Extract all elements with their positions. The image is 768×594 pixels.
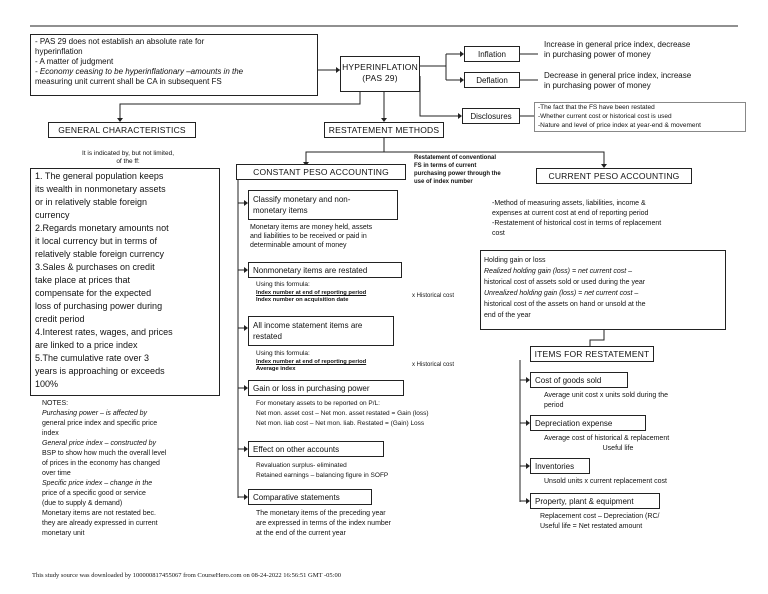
gain-loss-box (248, 380, 404, 396)
classify-label-2: monetary items (253, 206, 308, 215)
comparative-label: Comparative statements (253, 493, 340, 502)
restatement-methods-title: RESTATEMENT METHODS (328, 125, 440, 135)
notes-line: index (42, 430, 59, 437)
gc-line: 4.Interest rates, wages, and prices (35, 327, 173, 337)
connector-disclosures (420, 76, 458, 116)
current-peso-desc-1: -Method of measuring assets, liabilities, income & (492, 200, 646, 207)
gc-line: 3.Sales & purchases on credit (35, 262, 155, 272)
hyperinflation-title: HYPERINFLATION (342, 62, 418, 72)
income-label-1: All income statement items are (253, 321, 363, 330)
deflation-desc-1: Decrease in general price index, increase (544, 71, 692, 80)
comparative-desc-3: at the end of the current year (256, 530, 346, 537)
gc-line: years is approaching or exceeds (35, 366, 165, 376)
current-peso-box (536, 168, 692, 184)
restatement-note-4: use of index number (414, 179, 473, 185)
ppe-box (530, 493, 660, 509)
holding-title: Holding gain or loss (484, 257, 546, 264)
gain-loss-desc-2: Net mon. asset cost – Net mon. asset restated = Gain (loss) (256, 410, 429, 417)
notes-line: General price index – constructed by (42, 440, 157, 447)
income-formula (256, 359, 366, 373)
notes-title: NOTES: (42, 400, 69, 407)
nonmonetary-multiplier: x Historical cost (412, 293, 455, 299)
ppe-label: Property, plant & equipment (535, 497, 634, 506)
restatement-note-3: purchasing power through the (414, 171, 501, 177)
general-characteristics-title: GENERAL CHARACTERISTICS (58, 125, 186, 135)
notes-line: Specific price index – change in the (42, 480, 153, 487)
deflation-box (464, 72, 520, 88)
disclosure-item-3: -Nature and level of price index at year-end & movement (538, 122, 701, 129)
footer-source: This study source was downloaded by 100000817455067 from CourseHero.com on 08-24-2022 16:56:51 GMT -05:00 (32, 572, 341, 579)
restatement-note-2: FS in terms of current (414, 163, 477, 169)
inventories-desc-1: Unsold units x current replacement cost (544, 478, 667, 485)
gc-line: currency (35, 210, 70, 220)
income-label-2: restated (253, 332, 282, 341)
classify-desc-2: and liabilities to be received or paid in (250, 233, 367, 240)
current-peso-title: CURRENT PESO ACCOUNTING (548, 171, 680, 181)
depreciation-desc-2: Useful life (602, 445, 634, 452)
intro-line-4: - Economy ceasing to be hyperinflationary –amounts in the (35, 67, 244, 76)
items-for-restatement-title: ITEMS FOR RESTATEMENT (534, 349, 650, 359)
gc-line: are linked to a price index (35, 340, 138, 350)
ppe-desc-1: Replacement cost – Depreciation (RC/ (540, 513, 660, 520)
gc-line: 5.The cumulative rate over 3 (35, 353, 150, 363)
holding-line: Unrealized holding gain (loss) = net current cost – (484, 290, 639, 297)
current-peso-desc-2: expenses at current cost at end of reporting period (492, 210, 649, 217)
effect-box (248, 441, 384, 457)
income-box (248, 316, 394, 346)
effect-desc-2: Retained earnings – balancing figure in SOFP (256, 472, 389, 479)
connector-general (120, 92, 360, 120)
cogs-desc-1: Average unit cost x units sold during the (544, 392, 669, 399)
gc-line: or in relatively stable foreign (35, 197, 148, 207)
depreciation-desc-1: Average cost of historical & replacement (544, 435, 670, 442)
gc-line: it local currency but in terms of (35, 236, 158, 246)
gc-line: 2.Regards monetary amounts not (35, 223, 169, 233)
notes-line: price of a specific good or service (42, 490, 146, 497)
holding-line: historical cost of assets sold or used during the year (484, 279, 646, 286)
intro-notes-box (30, 34, 318, 96)
inflation-desc-1: Increase in general price index, decrease (544, 40, 691, 49)
general-intro-2: of the ff: (116, 158, 140, 165)
notes-line: monetary unit (42, 530, 85, 537)
inventories-label: Inventories (535, 462, 575, 471)
gain-loss-desc-1: For monetary assets to be reported on P/L: (256, 400, 380, 407)
ppe-desc-2: Useful life = Net restated amount (540, 523, 643, 530)
notes-line: of prices in the economy has changed (42, 460, 160, 467)
classify-label-1: Classify monetary and non- (253, 195, 351, 204)
nonmonetary-box (248, 262, 402, 278)
notes-line: Purchasing power – is affected by (42, 410, 148, 417)
classify-desc-3: determinable amount of money (250, 242, 347, 249)
hyperinflation-subtitle: (PAS 29) (362, 73, 398, 83)
nonmonetary-numerator: Index number at end of reporting period (256, 290, 367, 296)
gc-line: credit period (35, 314, 85, 324)
comparative-desc-1: The monetary items of the preceding year (256, 510, 386, 517)
holding-line: end of the year (484, 312, 531, 319)
gc-line: loss of purchasing power during (35, 301, 163, 311)
disclosures-label: Disclosures (470, 112, 512, 121)
income-denominator: Average index (256, 366, 296, 372)
inflation-desc-2: in purchasing power of money (544, 50, 651, 59)
cogs-box (530, 372, 628, 388)
nonmonetary-label: Nonmonetary items are restated (253, 266, 368, 275)
intro-line-5: measuring unit current shall be CA in subsequent FS (35, 77, 222, 86)
disclosure-item-2: -Whether current cost or historical cost is used (538, 113, 672, 120)
deflation-desc-2: in purchasing power of money (544, 81, 651, 90)
intro-line-3: - A matter of judgment (35, 57, 114, 66)
holding-line: Realized holding gain (loss) = net current cost – (484, 268, 633, 275)
gc-line: take place at prices that (35, 275, 131, 285)
classify-box (248, 190, 398, 220)
cogs-label: Cost of goods sold (535, 376, 602, 385)
deflation-label: Deflation (476, 76, 508, 85)
inflation-label: Inflation (477, 50, 507, 59)
notes-line: over time (42, 470, 71, 477)
holding-line: historical cost of the assets on hand or unsold at the (484, 301, 646, 308)
intro-line-2: hyperinflation (35, 47, 83, 56)
comparative-desc-2: are expressed in terms of the index number (256, 520, 392, 527)
effect-label: Effect on other accounts (253, 445, 340, 454)
general-intro-1: It is indicated by, but not limited, (81, 150, 174, 157)
gc-line: its wealth in nonmonetary assets (35, 184, 166, 194)
items-for-restatement-box (530, 346, 654, 362)
inflation-box (464, 46, 520, 62)
constant-peso-box (236, 164, 406, 180)
income-multiplier: x Historical cost (412, 362, 455, 368)
gc-line: 1. The general population keeps (35, 171, 164, 181)
connector-constant (306, 136, 384, 164)
notes-line: Monetary items are not restated bec. (42, 510, 156, 517)
holding-gain-box (480, 250, 726, 330)
income-formula-intro: Using this formula: (256, 350, 310, 357)
general-characteristics-list (30, 168, 220, 396)
gc-line: 100% (35, 379, 59, 389)
constant-peso-title: CONSTANT PESO ACCOUNTING (253, 167, 389, 177)
gc-line: compensate for the expected (35, 288, 152, 298)
comparative-box (248, 489, 372, 505)
notes-line: BSP to show how much the overall level (42, 450, 167, 457)
notes-line: (due to supply & demand) (42, 500, 123, 507)
current-peso-desc-4: cost (492, 230, 505, 237)
notes-line: they are already expressed in current (42, 520, 158, 527)
current-peso-desc-3: -Restatement of historical cost in terms of replacement (492, 220, 662, 227)
gain-loss-label: Gain or loss in purchasing power (253, 384, 370, 393)
effect-desc-1: Revaluation surplus- eliminated (256, 462, 347, 469)
disclosures-items-box (534, 102, 746, 132)
income-numerator: Index number at end of reporting period (256, 359, 367, 365)
hyperinflation-box (340, 56, 420, 92)
disclosures-box (462, 108, 520, 124)
gc-line: relatively stable foreign currency (35, 249, 165, 259)
cogs-desc-2: period (544, 402, 564, 409)
restatement-methods-box (324, 122, 444, 138)
general-characteristics-box (48, 122, 196, 138)
notes-line: general price index and specific price (42, 420, 158, 427)
nonmonetary-formula-intro: Using this formula: (256, 281, 310, 288)
intro-line-1: - PAS 29 does not establish an absolute rate for (35, 37, 205, 46)
classify-desc-1: Monetary items are money held, assets (250, 224, 373, 231)
depreciation-label: Depreciation expense (535, 419, 613, 428)
restatement-note-1: Restatement of conventional (414, 155, 497, 161)
gain-loss-desc-3: Net mon. liab cost – Net mon. liab. Restated = (Gain) Loss (256, 420, 425, 427)
nonmonetary-denominator: Index number on acquisition date (256, 297, 349, 303)
inventories-box (530, 458, 590, 474)
depreciation-box (530, 415, 646, 431)
disclosure-item-1: -The fact that the FS have been restated (538, 104, 655, 111)
nonmonetary-formula (256, 290, 366, 304)
